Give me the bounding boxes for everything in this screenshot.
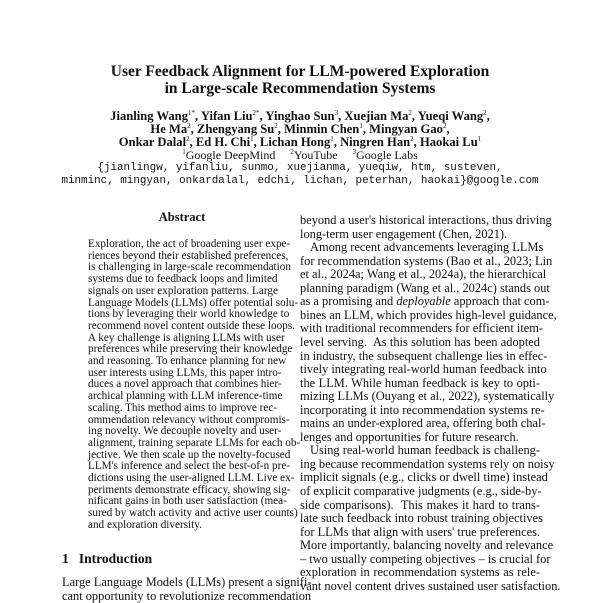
text-line: cant opportunity to revolutionize recommendation [62,589,312,603]
affiliation: $^3$Google Labs [352,148,418,162]
affiliation: $^1$Google DeepMind [182,148,276,162]
section-number: 1 [62,551,69,566]
email-line-1: {jianlingw, yifanliu, sunmo, xuejianma, yueqiw, htm, susteven, [97,162,503,174]
text-line: LLM's inference and select the best-of-n pre- [88,460,291,473]
author: Mingyan Gao [369,122,443,136]
text-line: ing novelty. We decouple novelty and user- [88,425,282,438]
abstract-heading: Abstract [158,210,206,224]
text-line: preferences while preserving their knowledge [88,343,293,356]
text-line: vant novel content drives sustained user satisfaction. [300,578,561,593]
author: Yueqi Wang [417,109,484,123]
intro-heading [62,551,152,567]
text-line: exploration in recommendation systems as rele- [300,565,540,580]
section-title: Introduction [78,551,153,566]
paper-title-line-2: in Large-scale Recommendation Systems [164,80,436,97]
text-line: riences beyond their established preferences, [88,249,289,262]
text-line: ommendation relevancy without compromis- [88,413,290,426]
author: Yifan Liu [200,109,253,123]
affiliations [0,148,600,163]
text-line: dictions using the user-aligned LLM. Live ex- [88,472,295,484]
text-line: Using real-world human feedback is challeng- [310,443,540,458]
text-line: periments demonstrate efficacy, showing sig- [88,483,291,496]
text-line: incorporating it into recommendation systems re- [300,402,545,417]
text-line: recommend novel content outside these loops. [88,319,295,332]
text-line: systems due to feedback loops and limited [88,273,278,286]
text-line: scaling. This method aims to improve rec- [88,401,278,414]
text-line: tively integrating real-world human feedback into [300,362,547,377]
text-line: Exploration, the act of broadening user expe- [88,238,291,250]
text-line: side comparisons). This makes it hard to trans- [300,497,540,512]
paper-title-line-1: User Feedback Alignment for LLM-powered Exploration [110,63,490,80]
author: Haokai Lu [419,135,478,149]
text-line: signals on user exploration patterns. Large [88,284,278,297]
text-line: beyond a user's historical interactions, thus driving [300,213,552,227]
text-line: as a promising and deployable approach that com- [300,294,550,309]
text-line: More importantly, balancing novelty and relevance [300,538,554,553]
text-line: mains an under-explored area, offering both chal- [300,416,546,431]
text-line: level serving. As this solution has been adopted [300,334,540,349]
text-line: sured by watch activity and active user counts) [88,507,298,520]
author-line: Onkar Dalal$^2$, Ed H. Chi$^1$, Lichan Hong$^1$, Ningren Han$^2$, Haokai Lu$^1$ [118,135,482,149]
text-line: implicit signals (e.g., clicks or dwell time) instead [300,470,548,485]
text-line: duces a novel approach that combines hier- [88,378,282,391]
text-line: A key challenge is aligning LLMs with user [88,331,285,344]
author-line: He Ma$^2$, Zhengyang Su$^2$, Minmin Chen$^1$, Mingyan Gao$^2$, [150,122,450,136]
author-line: Jianling Wang$^{1*}$, Yifan Liu$^{2*}$, Yinghao Sun$^3$, Xuejian Ma$^2$, Yueqi Wang$^2$, [110,109,490,123]
author: Lichan Hong [259,135,331,149]
author: Jianling Wang [110,109,188,123]
text-line: in industry, the subsequent challenge lies in effec- [300,348,548,363]
author: He Ma [150,122,188,136]
text-line: user interests using LLMs, this paper intro- [88,366,282,379]
author: Zhengyang Su [196,122,275,136]
text-line: lenges and opportunities for future research. [300,429,519,444]
text-line: Large Language Models (LLMs) present a signifi- [62,575,312,589]
text-line: alignment, training separate LLMs for each ob- [88,436,301,449]
text-line: is challenging in large-scale recommendation [88,261,291,274]
author: Xuejian Ma [344,109,409,123]
text-line: mizing LLMs (Ouyang et al., 2022), systematically [300,389,555,404]
affiliation: $^2$YouTube [290,148,338,162]
text-line: and reasoning. To enhance planning for new [88,355,287,367]
text-line: archical planning with LLM inference-time [88,390,283,403]
text-line: et al., 2024a; Wang et al., 2024a), the hierarchical [300,267,547,282]
text-line: for LLMs that align with users' true preferences. [300,524,540,539]
text-line: for recommendation systems (Bao et al., 2023; Lin [300,253,553,268]
author: Yinghao Sun [265,109,335,123]
author: Onkar Dalal [118,135,187,149]
text-line: bines an LLM, which provides high-level guidance, [300,307,557,322]
text-line: ing because recommendation systems rely on noisy [300,456,555,471]
text-line: nificant gains in both user satisfaction (mea- [88,495,287,508]
text-line: of explicit comparative judgments (e.g., side-by- [300,484,542,498]
author: Ed H. Chi [195,135,251,149]
author: Ningren Han [340,135,411,149]
text-line: tions by leveraging their world knowledge to [88,308,290,321]
text-line: long-term user engagement (Chen, 2021). [300,226,508,241]
text-line: late such feedback into robust training objectives [300,511,543,526]
text-line: and exploration diversity. [88,518,202,531]
text-line: – two usually competing objectives – is crucial for [300,551,551,566]
text-line: Among recent advancements leveraging LLMs [310,240,544,255]
author: Minmin Chen [284,122,360,136]
text-line: planning paradigm (Wang et al., 2024c) stands out [300,280,550,295]
text-line: with traditional recommenders for efficient item- [300,321,544,336]
text-line: jective. We then scale up the novelty-focused [88,448,291,461]
text-line: the LLM. While human feedback is key to opti- [300,375,540,390]
email-line-2: minminc, mingyan, onkardalal, edchi, lichan, peterhan, haokai}@google.com [61,175,539,187]
text-line: Language Models (LLMs) offer potential solu- [88,296,299,309]
